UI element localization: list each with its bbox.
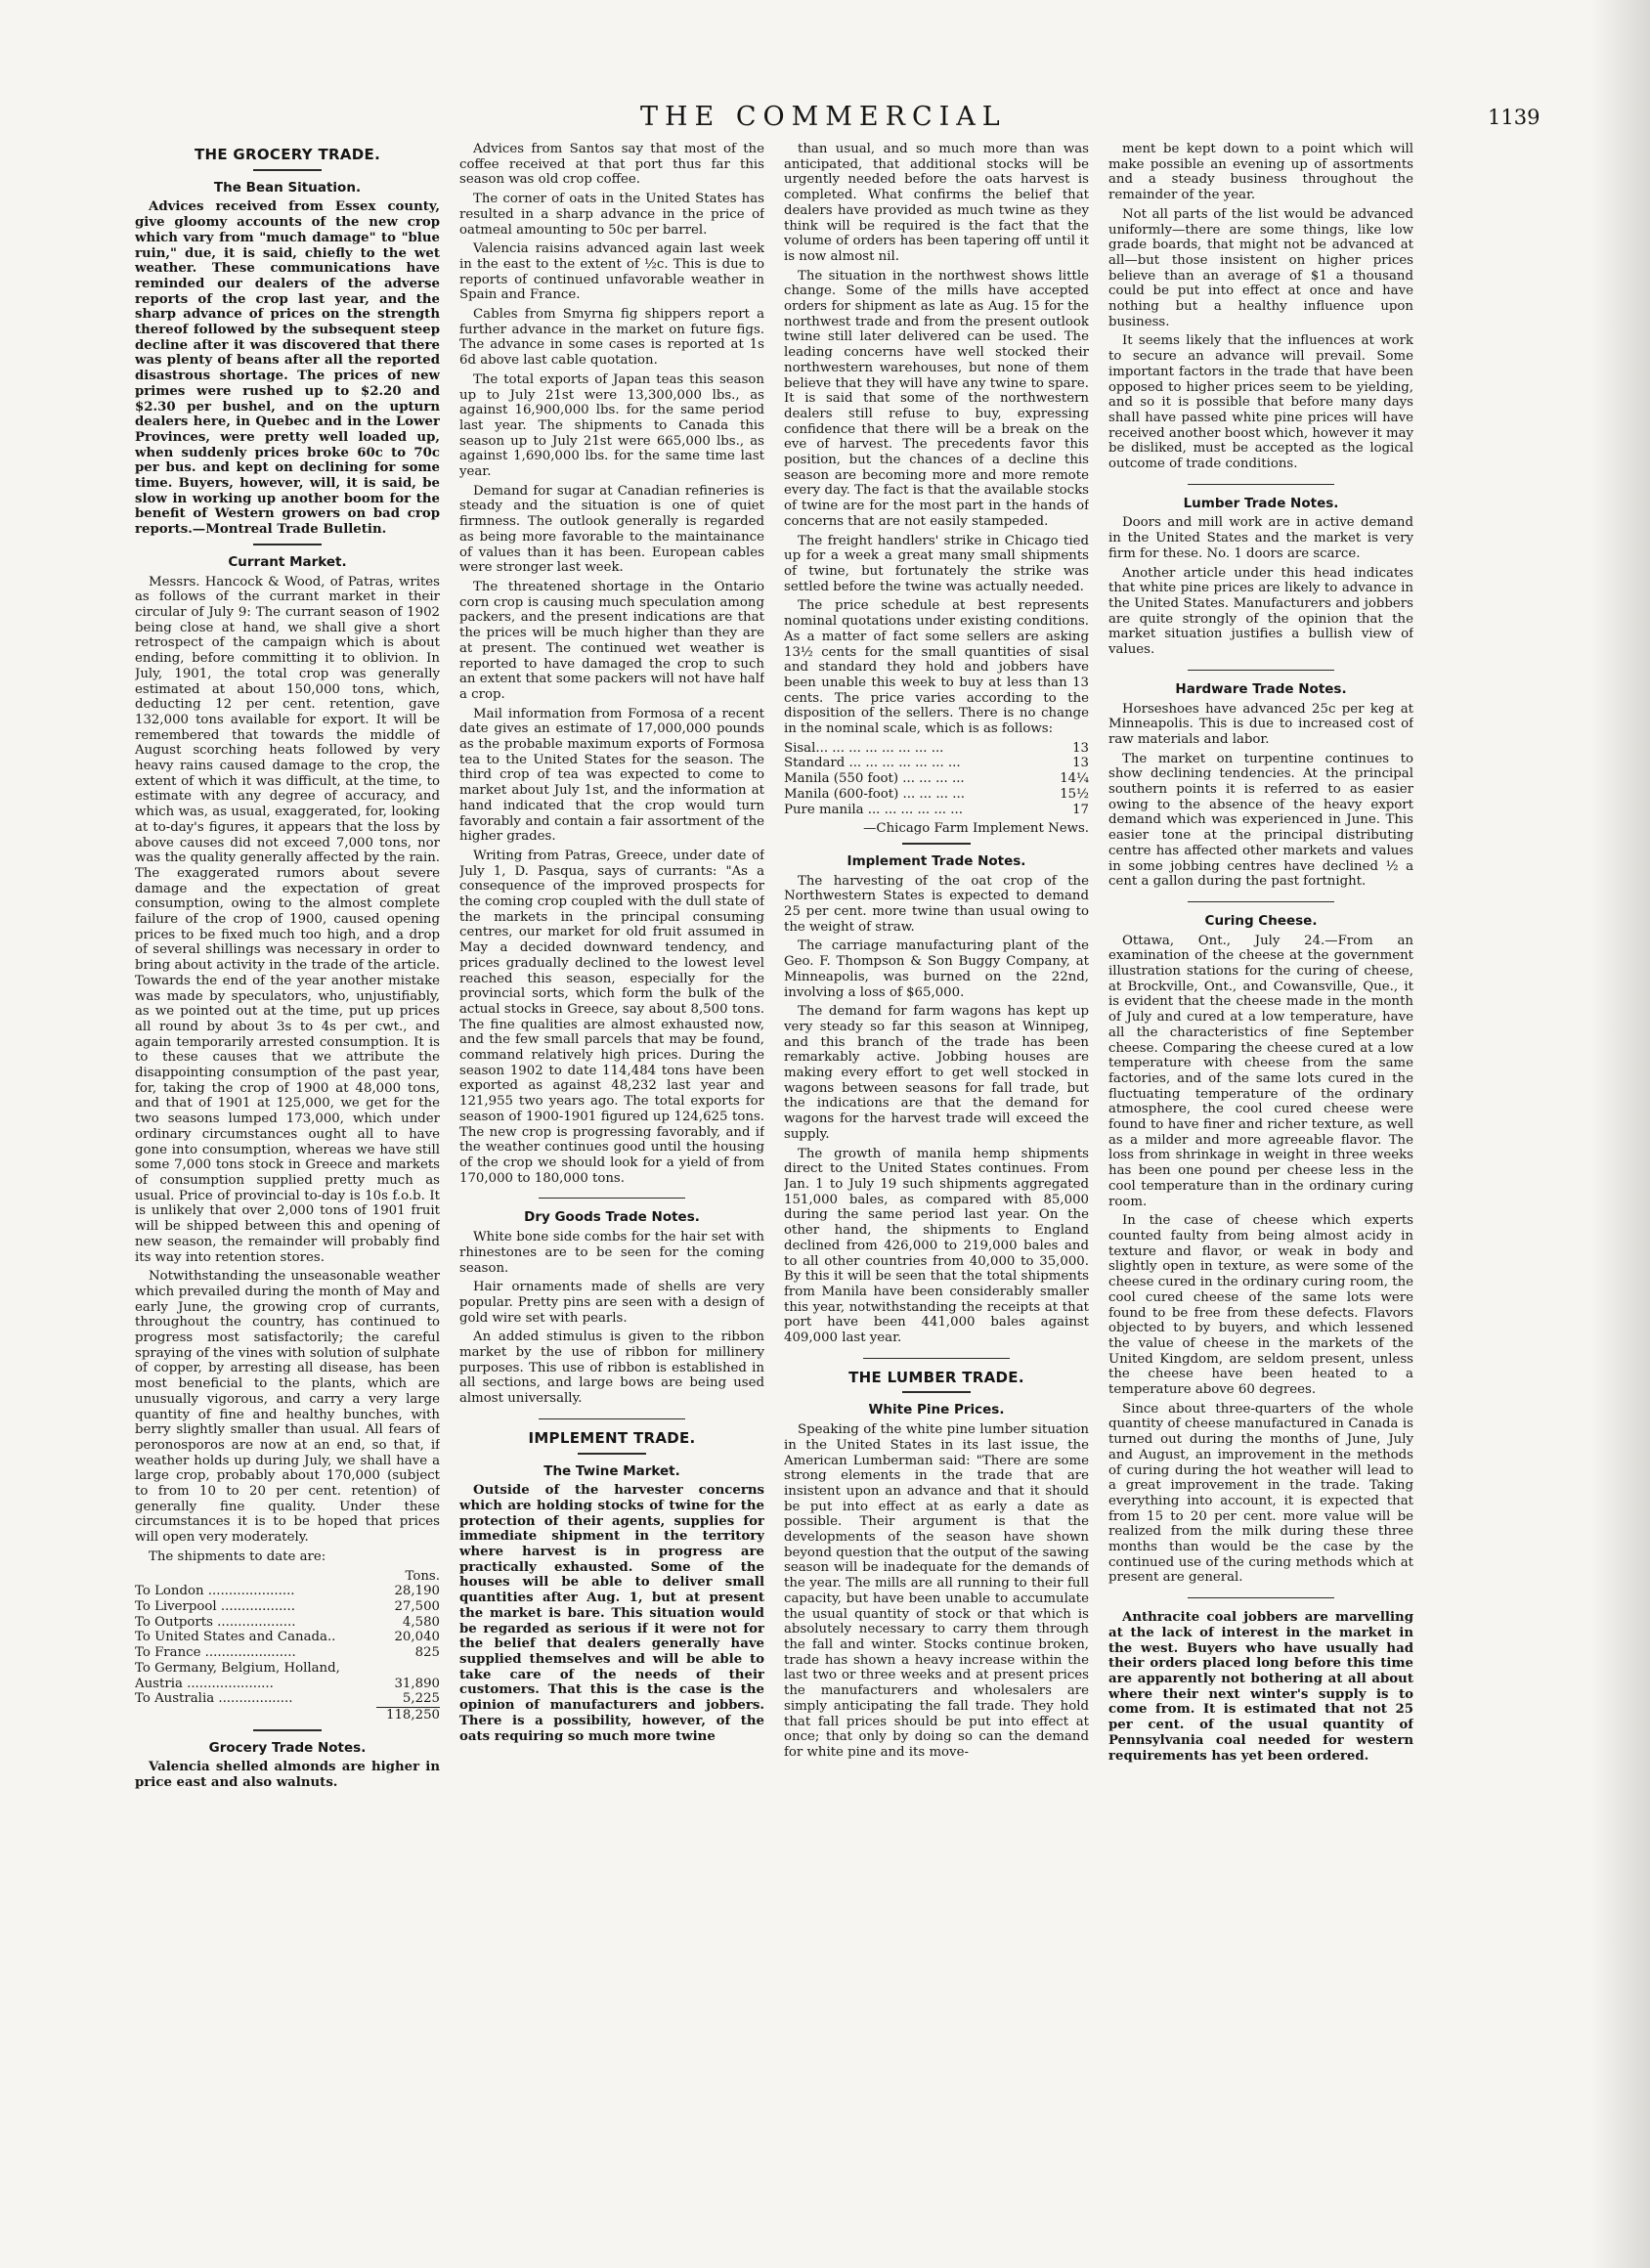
article-paragraph: The total exports of Japan teas this season up to July 21st were 13,300,000 lbs., as against 16,900,000 lbs. for the same period last year. The shipments to Canada this season up to July 21st were 665,000 lbs., as against 1,690,000 lbs. for the same time last year.	[459, 371, 764, 480]
article-paragraph: The growth of manila hemp shipments direct to the United States continues. From Jan. 1 to July 19 such shipments aggregated 151,000 bales, as compared with 85,000 during the same period last year. On the other hand, the shipments to England declined from 426,000 to 219,000 bales and to all other countries from 40,000 to 35,000. By this it will be seen that the total shipments from Manila have been considerably smaller this year, notwithstanding the receipts at that port have been 441,000 bales against 409,000 last year.	[784, 1146, 1089, 1346]
article-paragraph: Demand for sugar at Canadian refineries is steady and the situation is one of quiet firmness. The outlook generally is regarded as being more favorable to the maintainance of values than it has been. European cables were stronger last week.	[459, 483, 764, 576]
article-paragraph: Since about three-quarters of the whole quantity of cheese manufactured in Canada is turned out during the months of June, July and August, an improvement in the methods of curing during the hot weather will lead to a great improvement in the trade. Taking everything into account, it is expected that from 15 to 20 per cent. more value will be realized from the milk during these three months than would be the case by the continued use of the curing methods which at present are general.	[1108, 1401, 1413, 1586]
table-row: To Outports ................... 4,580	[135, 1614, 440, 1630]
divider	[253, 544, 322, 545]
article-paragraph: The carriage manufacturing plant of the Geo. F. Thompson & Son Buggy Company, at Minneapolis, was burned on the 22nd, involving a loss of $65,000.	[784, 938, 1089, 1000]
page-number: 1139	[1488, 106, 1541, 129]
table-row: To Germany, Belgium, Holland,	[135, 1660, 340, 1676]
page-header	[0, 102, 1650, 131]
article-paragraph: Advices from Santos say that most of the coffee received at that port thus far this season was old crop coffee.	[459, 142, 764, 188]
article-paragraph: Doors and mill work are in active demand in the United States and the market is very firm for these. No. 1 doors are scarce.	[1108, 515, 1413, 561]
article-paragraph: Speaking of the white pine lumber situation in the United States in its last issue, the American Lumberman said: "There are some strong elements in the trade that are insistent upon an advance and that it should be put into effect at as early a date as possible. Their argument is that the developments of the season have shown beyond question that the output of the sawing season will be inadequate for the demands of the year. The mills are all running to their full capacity, but have been unable to accumulate the usual quantity of stock or that which is absolutely necessary to carry them through the fall and winter. Stocks continue broken, trade has shown a heavy increase within the last two or three weeks and at present prices the manufacturers and wholesalers are simply anticipating the fall trade. They hold that fall prices should be put into effect at once; that only by doing so can the demand for white pine and its move-	[784, 1422, 1089, 1760]
article-title-cheese: Curing Cheese.	[1204, 912, 1318, 929]
article-title-dry-goods: Dry Goods Trade Notes.	[524, 1209, 700, 1226]
article-paragraph: The corner of oats in the United States has resulted in a sharp advance in the price of oatmeal amounting to 50c per barrel.	[459, 192, 764, 238]
article-paragraph: Horseshoes have advanced 25c per keg at Minneapolis. This is due to increased cost of raw materials and labor.	[1108, 701, 1413, 747]
section-heading-implement: IMPLEMENT TRADE.	[528, 1428, 696, 1447]
article-paragraph: The shipments to date are:	[149, 1548, 326, 1564]
article-paragraph: Notwithstanding the unseasonable weather which prevailed during the month of May and early June, the growing crop of currants, throughout the country, has continued to progress most satisfactorily; the careful spraying of the vines with solution of sulphate of copper, by arresting all disease, has been most beneficial to the plants, which are unusually vigorous, and carry a very large quantity of fine and healthy bunches, with berry slightly smaller than usual. All fears of peronosporos are now at an end, so that, if weather holds up during July, we shall have a large crop, probably about 170,000 (subject to from 10 to 20 per cent. retention) of generally fine quality. Under these circumstances it is to be hoped that prices will open very moderately.	[135, 1269, 440, 1546]
source-attribution: —Chicago Farm Implement News.	[863, 821, 1089, 837]
article-paragraph: Valencia shelled almonds are higher in price east and also walnuts.	[135, 1760, 440, 1791]
table-row: To Liverpool .................. 27,500	[135, 1598, 440, 1614]
section-heading-grocery: THE GROCERY TRADE.	[194, 146, 381, 163]
list-item: Manila (600-foot) ... ... ... ... 15½	[784, 786, 1089, 802]
article-paragraph: The situation in the northwest shows little change. Some of the mills have accepted orders for shipment as late as Aug. 15 for the northwest trade and from the present outlook twine still later delivered can be used. The leading concerns have well stocked their northwestern warehouses, but none of them believe that they will have any twine to spare. It is said that some of the northwestern dealers still refuse to buy, expressing confidence that there will be a break on the eve of harvest. The precedents favor this position, but the chances of a decline this season are becoming more and more remote every day. The fact is that the available stocks of twine are for the most part in the hands of concerns that are not easily stampeded.	[784, 268, 1089, 529]
table-row: To London ..................... 28,190	[135, 1584, 440, 1599]
article-paragraph: Outside of the harvester concerns which are holding stocks of twine for the protection of their agents, supplies for immediate shipment in the territory where harvest is in progress are practically exhausted. Some of the houses will be able to deliver small quantities after Aug. 1, but at present the market is bare. This situation would be regarded as serious if it were not for the belief that dealers generally have supplied themselves and will be able to take care of the needs of their customers. That this is the case is the opinion of manufacturers and jobbers. There is a possibility, however, of the oats requiring so much more twine	[459, 1483, 764, 1744]
article-paragraph: ment be kept down to a point which will make possible an evening up of assortments and a steady business throughout the remainder of the year.	[1108, 142, 1413, 203]
newspaper-page	[135, 142, 1413, 2234]
article-title-bean: The Bean Situation.	[213, 179, 362, 196]
article-paragraph: Not all parts of the list would be advanced uniformly—there are some things, like low grade boards, that might not be advanced at all—but those insistent on higher prices believe than an average of $1 a thousand could be put into effect at once and have nothing but a healthy influence upon business.	[1108, 206, 1413, 329]
article-title-hardware: Hardware Trade Notes.	[1175, 680, 1347, 697]
article-paragraph: It seems likely that the influences at work to secure an advance will prevail. Some important factors in the trade that have been opposed to higher prices seem to be yielding, and so it is possible that before many days shall have passed white pine prices will have received another boost which, however it may be disliked, must be accepted as the logical outcome of trade conditions.	[1108, 333, 1413, 472]
divider	[578, 1453, 646, 1455]
column-1	[135, 142, 440, 2234]
shipments-table	[135, 1569, 440, 1723]
article-paragraph: White bone side combs for the hair set with rhinestones are to be seen for the coming season.	[459, 1230, 764, 1276]
article-title-twine: The Twine Market.	[543, 1462, 680, 1479]
article-paragraph: Mail information from Formosa of a recent date gives an estimate of 17,000,000 pounds as the probable maximum exports of Formosa tea to the United States for the season. The third crop of tea was expected to come to market about July 1st, and the information at hand indicated that the crop would turn favorably and contain a fair assortment of the higher grades.	[459, 706, 764, 845]
divider	[902, 1391, 971, 1393]
column-2	[459, 142, 764, 2234]
list-item: Pure manila ... ... ... ... ... ... 17	[784, 802, 1089, 817]
journal-title: THE COMMERCIAL	[640, 102, 1007, 132]
article-paragraph: Another article under this head indicates that white pine prices are likely to advance in the United States. Manufacturers and jobbers are quite strongly of the opinion that the market situation justifies a bullish view of values.	[1108, 565, 1413, 658]
table-total-row: 118,250	[135, 1707, 440, 1723]
article-paragraph: The market on turpentine continues to show declining tendencies. At the principal southern points it is referred to as easier owing to the absence of the heavy export demand which was experienced in June. This easier tone at the principal distributing centre has affected other markets and values in some jobbing centres have declined ½ a cent a gallon during the past fortnight.	[1108, 751, 1413, 890]
divider	[253, 169, 322, 171]
list-item: Standard ... ... ... ... ... ... ... 13	[784, 756, 1089, 771]
article-paragraph: Ottawa, Ont., July 24.—From an examination of the cheese at the government illustration stations for the curing of cheese, at Brockville, Ont., and Cowansville, Que., it is evident that the cheese made in the month of July and cured at a low temperature, have all the characteristics of fine September cheese. Comparing the cheese cured at a low temperature with cheese from the same factories, and of the same lots cured in the fluctuating temperature of the ordinary atmosphere, the cool cured cheese were found to have finer and richer texture, as well as a milder and more agreeable flavor. The loss from shrinkage in weight in three weeks has been one pound per cheese less in the cool temperature than in the ordinary curing room.	[1108, 933, 1413, 1209]
article-paragraph: than usual, and so much more than was anticipated, that additional stocks will be urgently needed before the oats harvest is completed. What confirms the belief that dealers have provided as much twine as they think will be required is the fact that the volume of orders has been tapering off until it is now almost nil.	[784, 142, 1089, 264]
divider	[539, 1418, 685, 1419]
column-4	[1108, 142, 1413, 2234]
table-row: Austria ..................... 31,890	[135, 1676, 440, 1691]
article-paragraph: Cables from Smyrna fig shippers report a further advance in the market on future figs. The advance in some cases is reported at 1s 6d above last cable quotation.	[459, 307, 764, 369]
table-row: To United States and Canada.. 20,040	[135, 1630, 440, 1645]
divider	[539, 1198, 685, 1199]
divider	[1188, 901, 1334, 902]
article-paragraph: Valencia raisins advanced again last week in the east to the extent of ½c. This is due to reports of continued unfavorable weather in Spain and France.	[459, 241, 764, 303]
article-paragraph: Anthracite coal jobbers are marvelling at the lack of interest in the market in the west. Buyers who have usually had their orders placed long before this time are apparently not bothering at all about where their next winter's supply is to come from. It is estimated that not 25 per cent. of the usual quantity of Pennsylvania coal needed for western requirements has yet been ordered.	[1108, 1610, 1413, 1764]
article-title-grocery-notes: Grocery Trade Notes.	[208, 1739, 367, 1756]
article-title-currant: Currant Market.	[228, 553, 347, 570]
article-title-white-pine: White Pine Prices.	[868, 1402, 1005, 1418]
article-paragraph: In the case of cheese which experts counted faulty from being almost acidy in texture and flavor, or weak in body and slightly open in texture, as were some of the cheese cured in the ordinary curing room, the cool cured cheese of the same lots were found to be free from these defects. Flavors objected to by buyers, and which lessened the value of cheese in the markets of the United Kingdom, are seldom present, unless the cheese have been heated to a temperature above 60 degrees.	[1108, 1213, 1413, 1398]
divider	[902, 843, 971, 845]
scan-edge-shadow	[1591, 0, 1650, 2268]
article-paragraph: The demand for farm wagons has kept up very steady so far this season at Winnipeg, and this branch of the trade has been remarkably active. Jobbing houses are making every effort to get well stocked in wagons between seasons for fall trade, but the indications are that the demand for wagons for the harvest trade will exceed the supply.	[784, 1004, 1089, 1142]
divider	[1188, 484, 1334, 485]
article-paragraph: An added stimulus is given to the ribbon market by the use of ribbon for millinery purposes. This use of ribbon is established in all sections, and large bows are being used almost universally.	[459, 1330, 764, 1407]
article-paragraph: Advices received from Essex county, give gloomy accounts of the new crop which vary from "much damage" to "blue ruin," due, it is said, chiefly to the wet weather. These communications have reminded our dealers of the adverse reports of the crop last year, and the sharp advance of prices on the strength thereof followed by the subsequent steep decline after it was discovered that there was plenty of beans after all the reported disastrous shortage. The prices of new primes were rushed up to $2.20 and $2.30 per bushel, and on the upturn dealers here, in Quebec and in the Lower Provinces, were pretty well loaded up, when suddenly prices broke 60c to 70c per bus. and kept on declining for some time. Buyers, however, will, it is said, be slow in working up another boom for the benefit of Western growers on bad crop reports.—Montreal Trade Bulletin.	[135, 199, 440, 538]
article-paragraph: The harvesting of the oat crop of the Northwestern States is expected to demand 25 per cent. more twine than usual owing to the weight of straw.	[784, 873, 1089, 935]
table-row: To France ...................... 825	[135, 1645, 440, 1661]
column-3	[784, 142, 1089, 2234]
article-paragraph: Hair ornaments made of shells are very popular. Pretty pins are seen with a design of gold wire set with pearls.	[459, 1280, 764, 1326]
table-row: To Australia .................. 5,225	[135, 1691, 440, 1707]
twine-price-list	[784, 741, 1089, 818]
divider	[863, 1358, 1010, 1359]
list-item: Sisal... ... ... ... ... ... ... ... 13	[784, 740, 1089, 756]
list-item: Manila (550 foot) ... ... ... ... 14¼	[784, 771, 1089, 787]
article-paragraph: The price schedule at best represents nominal quotations under existing conditions. As a matter of fact some sellers are asking 13½ cents for the small quantities of sisal and standard they hold and jobbers have been unable this week to buy at less than 13 cents. The price varies according to the disposition of the sellers. There is no change in the nominal scale, which is as follows:	[784, 598, 1089, 737]
divider	[1188, 670, 1334, 671]
article-paragraph: Messrs. Hancock & Wood, of Patras, writes as follows of the currant market in their circular of July 9: The currant season of 1902 being close at hand, we shall give a short retrospect of the campaign which is about ending, before committing it to oblivion. In July, 1901, the total crop was generally estimated at about 150,000 tons, which, deducting 12 per cent. retention, gave 132,000 tons available for export. It will be remembered that towards the middle of August scorching heats followed by very heavy rains caused damage to the crop, the extent of which it was difficult, at the time, to estimate with any degree of accuracy, and which was, as usual, exaggerated, for, looking at to-day's figures, it appears that the loss by above causes did not exceed 7,000 tons, nor was the quality generally affected by the rain. The exaggerated rumors about severe damage and the expectation of great consumption, owing to the almost complete failure of the crop of 1900, caused opening prices to be fixed much too high, and a drop of several shillings was necessary in order to bring about activity in the trade of the article. Towards the end of the year another mistake was made by speculators, who, unjustifiably, as we pointed out at the time, put up prices all round by about 3s to 4s per cwt., and again temporarily arrested consumption. It is to these causes that we attribute the disappointing consumption of the past year, for, taking the crop of 1900 at 48,000 tons, and that of 1901 at 125,000, we get for the two seasons lumped 173,000, which under ordinary circumstances ought all to have gone into consumption, whereas we have still some 7,000 tons stock in Greece and markets of consumption supplied pretty much as usual. Price of provincial to-day is 10s f.o.b. It is unlikely that over 2,000 tons of 1901 fruit will be shipped between this and opening of new season, the remainder will probably find its way into retention stores.	[135, 574, 440, 1265]
divider	[1188, 1597, 1334, 1598]
article-title-lumber-notes: Lumber Trade Notes.	[1183, 495, 1339, 511]
article-paragraph: The freight handlers' strike in Chicago tied up for a week a great many small shipments of twine, but fortunately the strike was settled before the twine was actually needed.	[784, 533, 1089, 594]
shipments-unit-header: Tons.	[405, 1568, 440, 1584]
section-heading-lumber: THE LUMBER TRADE.	[848, 1368, 1024, 1386]
article-title-implement-notes: Implement Trade Notes.	[847, 852, 1026, 869]
divider	[253, 1729, 322, 1731]
article-paragraph: Writing from Patras, Greece, under date of July 1, D. Pasqua, says of currants: "As a consequence of the improved prospects for the coming crop coupled with the dull state of the markets in the principal consuming centres, our market for old fruit assumed in May a decided downward tendency, and prices gradually declined to the lowest level reached this season, especially for the provincial sorts, which form the bulk of the actual stocks in Greece, say about 8,500 tons. The fine qualities are almost exhausted now, and the few small parcels that may be found, command relatively high prices. During the season 1902 to date 114,484 tons have been exported as against 48,232 last year and 121,955 two years ago. The total exports for season of 1900-1901 figured up 124,625 tons. The new crop is progressing favorably, and if the weather continues good until the housing of the crop we should look for a yield of from 170,000 to 180,000 tons.	[459, 848, 764, 1186]
article-paragraph: The threatened shortage in the Ontario corn crop is causing much speculation among packers, and the present indications are that the prices will be much higher than they are at present. The continued wet weather is reported to have damaged the crop to such an extent that some packers will not have half a crop.	[459, 579, 764, 702]
